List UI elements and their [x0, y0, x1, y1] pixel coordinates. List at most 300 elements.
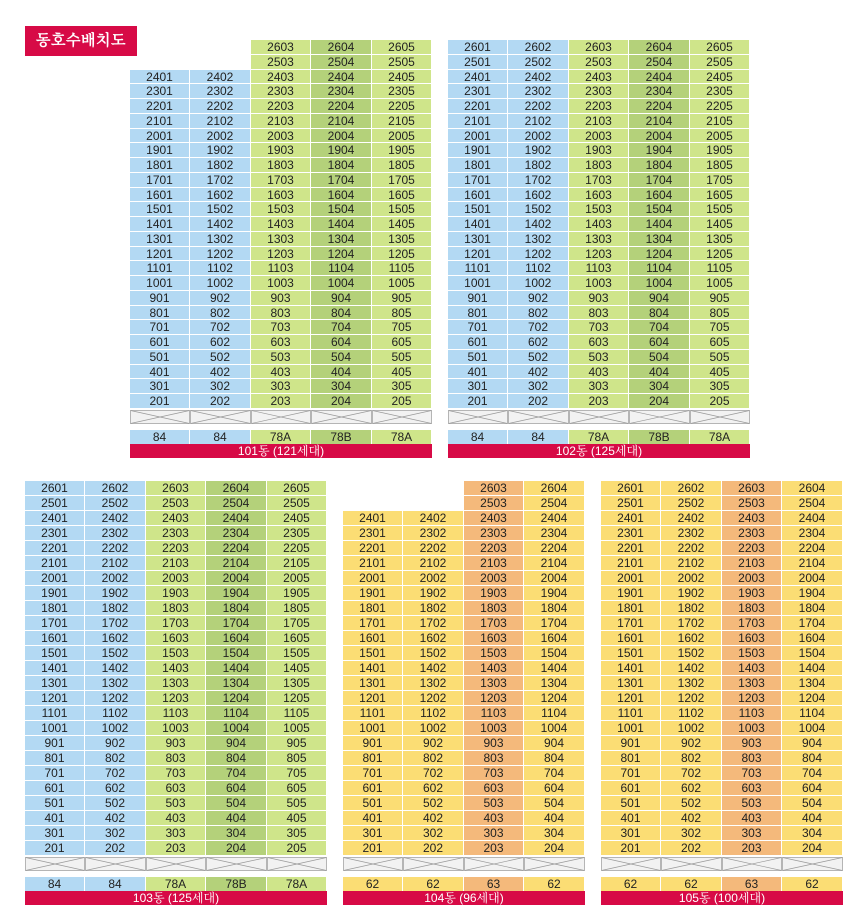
unit-1201: 1201	[25, 691, 85, 706]
unit-2304: 2304	[629, 84, 690, 99]
unit-2104: 2104	[524, 556, 585, 571]
unit-1004: 1004	[782, 721, 843, 736]
unit-1002: 1002	[85, 721, 146, 736]
unit-1303: 1303	[251, 232, 311, 247]
unit-2503: 2503	[146, 496, 206, 511]
unit-1505: 1505	[267, 646, 327, 661]
unit-1301: 1301	[448, 232, 508, 247]
unit-1804: 1804	[206, 601, 267, 616]
unit-2204: 2204	[206, 541, 267, 556]
unit-2402: 2402	[508, 70, 569, 85]
unit-1405: 1405	[372, 217, 432, 232]
building-102	[448, 40, 750, 460]
unit-1204: 1204	[311, 247, 372, 262]
unit-1203: 1203	[464, 691, 524, 706]
unit-1801: 1801	[601, 601, 661, 616]
unit-905: 905	[267, 736, 327, 751]
unit-1703: 1703	[569, 173, 629, 188]
unit-1703: 1703	[146, 616, 206, 631]
unit-701: 701	[25, 766, 85, 781]
unit-1804: 1804	[311, 158, 372, 173]
unit-505: 505	[372, 350, 432, 365]
unit-1904: 1904	[311, 143, 372, 158]
unit-2404: 2404	[524, 511, 585, 526]
unit-1701: 1701	[343, 616, 403, 631]
unit-2002: 2002	[403, 571, 464, 586]
unit-2102: 2102	[661, 556, 722, 571]
unit-1503: 1503	[569, 202, 629, 217]
unit-1402: 1402	[508, 217, 569, 232]
unit-2604: 2604	[782, 481, 843, 496]
unit-701: 701	[343, 766, 403, 781]
unit-901: 901	[448, 291, 508, 306]
unit-1602: 1602	[190, 188, 251, 203]
unit-1505: 1505	[372, 202, 432, 217]
unit-2405: 2405	[690, 70, 750, 85]
unit-202: 202	[508, 394, 569, 409]
unit-1202: 1202	[508, 247, 569, 262]
unit-1602: 1602	[508, 188, 569, 203]
unit-1604: 1604	[206, 631, 267, 646]
unit-2202: 2202	[661, 541, 722, 556]
unit-402: 402	[403, 811, 464, 826]
unit-2601: 2601	[601, 481, 661, 496]
unit-702: 702	[403, 766, 464, 781]
unit-2003: 2003	[251, 129, 311, 144]
unit-304: 304	[782, 826, 843, 841]
unit-1903: 1903	[569, 143, 629, 158]
unit-1402: 1402	[85, 661, 146, 676]
building-103	[25, 481, 327, 907]
unit-1004: 1004	[311, 276, 372, 291]
unit-2203: 2203	[146, 541, 206, 556]
unit-area-label: 78B	[206, 877, 267, 891]
unit-area-label: 78A	[372, 430, 432, 444]
unit-1604: 1604	[629, 188, 690, 203]
unit-2002: 2002	[190, 129, 251, 144]
unit-701: 701	[448, 320, 508, 335]
unit-502: 502	[508, 350, 569, 365]
unit-304: 304	[629, 379, 690, 394]
unit-2501: 2501	[448, 55, 508, 70]
unit-201: 201	[343, 841, 403, 856]
unit-2603: 2603	[251, 40, 311, 55]
unit-501: 501	[25, 796, 85, 811]
unit-1301: 1301	[601, 676, 661, 691]
unit-804: 804	[782, 751, 843, 766]
unit-401: 401	[601, 811, 661, 826]
unit-803: 803	[146, 751, 206, 766]
unit-1201: 1201	[130, 247, 190, 262]
unit-1905: 1905	[690, 143, 750, 158]
unit-2102: 2102	[85, 556, 146, 571]
unit-202: 202	[190, 394, 251, 409]
unit-2303: 2303	[569, 84, 629, 99]
unit-904: 904	[782, 736, 843, 751]
unit-1604: 1604	[524, 631, 585, 646]
unit-2302: 2302	[403, 526, 464, 541]
unit-2202: 2202	[190, 99, 251, 114]
unit-703: 703	[569, 320, 629, 335]
unit-1905: 1905	[372, 143, 432, 158]
unit-2402: 2402	[85, 511, 146, 526]
unit-1001: 1001	[130, 276, 190, 291]
unit-1005: 1005	[690, 276, 750, 291]
unit-1301: 1301	[25, 676, 85, 691]
unit-202: 202	[661, 841, 722, 856]
unit-2305: 2305	[372, 84, 432, 99]
unit-1203: 1203	[146, 691, 206, 706]
unit-404: 404	[524, 811, 585, 826]
unit-301: 301	[130, 379, 190, 394]
unit-1201: 1201	[448, 247, 508, 262]
unit-402: 402	[85, 811, 146, 826]
unit-803: 803	[251, 306, 311, 321]
unit-802: 802	[661, 751, 722, 766]
unit-1004: 1004	[524, 721, 585, 736]
unit-602: 602	[508, 335, 569, 350]
unit-2205: 2205	[267, 541, 327, 556]
unit-1904: 1904	[206, 586, 267, 601]
unit-2101: 2101	[601, 556, 661, 571]
unit-802: 802	[508, 306, 569, 321]
unit-area-label: 62	[661, 877, 722, 891]
unit-1303: 1303	[464, 676, 524, 691]
unit-2201: 2201	[601, 541, 661, 556]
unit-1903: 1903	[464, 586, 524, 601]
unit-1101: 1101	[343, 706, 403, 721]
unit-2303: 2303	[146, 526, 206, 541]
unit-1205: 1205	[372, 247, 432, 262]
unit-area-label: 78A	[690, 430, 750, 444]
unit-904: 904	[629, 291, 690, 306]
unit-1204: 1204	[206, 691, 267, 706]
unit-2404: 2404	[782, 511, 843, 526]
unit-301: 301	[25, 826, 85, 841]
unit-1502: 1502	[661, 646, 722, 661]
unit-1002: 1002	[508, 276, 569, 291]
unit-1605: 1605	[267, 631, 327, 646]
unit-2102: 2102	[508, 114, 569, 129]
unit-1702: 1702	[403, 616, 464, 631]
unit-2304: 2304	[206, 526, 267, 541]
unit-1702: 1702	[508, 173, 569, 188]
unit-1901: 1901	[601, 586, 661, 601]
unit-1705: 1705	[267, 616, 327, 631]
unit-1302: 1302	[661, 676, 722, 691]
unit-1103: 1103	[464, 706, 524, 721]
unit-1304: 1304	[206, 676, 267, 691]
unit-1504: 1504	[782, 646, 843, 661]
unit-2401: 2401	[448, 70, 508, 85]
unit-1802: 1802	[85, 601, 146, 616]
unit-405: 405	[267, 811, 327, 826]
unit-1103: 1103	[146, 706, 206, 721]
unit-2104: 2104	[629, 114, 690, 129]
unit-702: 702	[85, 766, 146, 781]
unit-505: 505	[690, 350, 750, 365]
unit-301: 301	[343, 826, 403, 841]
unit-1405: 1405	[267, 661, 327, 676]
unit-301: 301	[601, 826, 661, 841]
unit-1402: 1402	[661, 661, 722, 676]
unit-403: 403	[722, 811, 782, 826]
unit-704: 704	[629, 320, 690, 335]
unit-704: 704	[206, 766, 267, 781]
unit-2303: 2303	[251, 84, 311, 99]
unit-203: 203	[569, 394, 629, 409]
unit-1704: 1704	[206, 616, 267, 631]
unit-area-label: 63	[722, 877, 782, 891]
unit-2302: 2302	[190, 84, 251, 99]
unit-704: 704	[782, 766, 843, 781]
unit-2404: 2404	[206, 511, 267, 526]
unit-1302: 1302	[508, 232, 569, 247]
unit-1501: 1501	[601, 646, 661, 661]
unit-2203: 2203	[251, 99, 311, 114]
unit-203: 203	[722, 841, 782, 856]
unit-504: 504	[782, 796, 843, 811]
unit-903: 903	[569, 291, 629, 306]
unit-1904: 1904	[629, 143, 690, 158]
unit-2504: 2504	[524, 496, 585, 511]
unit-302: 302	[85, 826, 146, 841]
unit-1005: 1005	[372, 276, 432, 291]
unit-1401: 1401	[448, 217, 508, 232]
unit-2503: 2503	[251, 55, 311, 70]
unit-1304: 1304	[311, 232, 372, 247]
unit-2205: 2205	[690, 99, 750, 114]
unit-1104: 1104	[206, 706, 267, 721]
pilotis-row	[130, 410, 432, 424]
unit-1901: 1901	[448, 143, 508, 158]
unit-404: 404	[629, 365, 690, 380]
unit-2203: 2203	[722, 541, 782, 556]
unit-2403: 2403	[722, 511, 782, 526]
unit-1104: 1104	[524, 706, 585, 721]
unit-1703: 1703	[251, 173, 311, 188]
unit-304: 304	[524, 826, 585, 841]
unit-1901: 1901	[130, 143, 190, 158]
unit-404: 404	[311, 365, 372, 380]
unit-2101: 2101	[448, 114, 508, 129]
pilotis-row	[25, 857, 327, 871]
unit-302: 302	[508, 379, 569, 394]
unit-903: 903	[722, 736, 782, 751]
unit-705: 705	[690, 320, 750, 335]
unit-1101: 1101	[601, 706, 661, 721]
unit-1604: 1604	[311, 188, 372, 203]
unit-1002: 1002	[403, 721, 464, 736]
unit-1004: 1004	[629, 276, 690, 291]
unit-2405: 2405	[267, 511, 327, 526]
unit-1002: 1002	[661, 721, 722, 736]
unit-2304: 2304	[311, 84, 372, 99]
unit-2502: 2502	[85, 496, 146, 511]
unit-602: 602	[403, 781, 464, 796]
unit-1403: 1403	[569, 217, 629, 232]
unit-1403: 1403	[464, 661, 524, 676]
unit-1305: 1305	[267, 676, 327, 691]
unit-2201: 2201	[343, 541, 403, 556]
unit-2403: 2403	[146, 511, 206, 526]
unit-204: 204	[206, 841, 267, 856]
unit-1601: 1601	[25, 631, 85, 646]
unit-2103: 2103	[146, 556, 206, 571]
unit-1405: 1405	[690, 217, 750, 232]
unit-702: 702	[508, 320, 569, 335]
unit-2205: 2205	[372, 99, 432, 114]
unit-2403: 2403	[251, 70, 311, 85]
unit-305: 305	[267, 826, 327, 841]
unit-303: 303	[464, 826, 524, 841]
unit-2405: 2405	[372, 70, 432, 85]
unit-1501: 1501	[343, 646, 403, 661]
unit-1403: 1403	[146, 661, 206, 676]
unit-1801: 1801	[343, 601, 403, 616]
unit-202: 202	[403, 841, 464, 856]
unit-1804: 1804	[782, 601, 843, 616]
unit-2504: 2504	[311, 55, 372, 70]
unit-204: 204	[629, 394, 690, 409]
unit-1403: 1403	[722, 661, 782, 676]
unit-1903: 1903	[146, 586, 206, 601]
unit-604: 604	[629, 335, 690, 350]
unit-204: 204	[782, 841, 843, 856]
unit-1705: 1705	[690, 173, 750, 188]
unit-2005: 2005	[372, 129, 432, 144]
unit-1301: 1301	[343, 676, 403, 691]
unit-604: 604	[311, 335, 372, 350]
unit-1304: 1304	[629, 232, 690, 247]
unit-1702: 1702	[661, 616, 722, 631]
unit-1005: 1005	[267, 721, 327, 736]
unit-604: 604	[524, 781, 585, 796]
unit-area-label: 62	[403, 877, 464, 891]
unit-501: 501	[343, 796, 403, 811]
building-104	[343, 481, 585, 907]
unit-405: 405	[372, 365, 432, 380]
unit-area-label: 78A	[569, 430, 629, 444]
unit-2001: 2001	[130, 129, 190, 144]
pilotis-row	[448, 410, 750, 424]
unit-1403: 1403	[251, 217, 311, 232]
unit-2401: 2401	[25, 511, 85, 526]
unit-1805: 1805	[267, 601, 327, 616]
unit-1502: 1502	[190, 202, 251, 217]
unit-1305: 1305	[690, 232, 750, 247]
unit-2401: 2401	[343, 511, 403, 526]
unit-2103: 2103	[722, 556, 782, 571]
unit-1803: 1803	[251, 158, 311, 173]
unit-501: 501	[130, 350, 190, 365]
building-name-bar: 103동 (125세대)	[25, 891, 327, 905]
unit-1404: 1404	[524, 661, 585, 676]
unit-2104: 2104	[311, 114, 372, 129]
unit-2003: 2003	[722, 571, 782, 586]
unit-1103: 1103	[722, 706, 782, 721]
unit-1402: 1402	[403, 661, 464, 676]
building-name-bar: 105동 (100세대)	[601, 891, 843, 905]
unit-902: 902	[508, 291, 569, 306]
unit-1401: 1401	[130, 217, 190, 232]
unit-2605: 2605	[267, 481, 327, 496]
unit-1901: 1901	[343, 586, 403, 601]
page-title: 동호수배치도	[25, 26, 137, 56]
unit-1802: 1802	[403, 601, 464, 616]
unit-1701: 1701	[601, 616, 661, 631]
unit-2201: 2201	[130, 99, 190, 114]
unit-area-label: 78A	[251, 430, 311, 444]
unit-505: 505	[267, 796, 327, 811]
unit-area-label: 84	[130, 430, 190, 444]
unit-1404: 1404	[311, 217, 372, 232]
unit-2103: 2103	[569, 114, 629, 129]
unit-504: 504	[206, 796, 267, 811]
unit-2301: 2301	[25, 526, 85, 541]
unit-405: 405	[690, 365, 750, 380]
unit-604: 604	[206, 781, 267, 796]
unit-601: 601	[130, 335, 190, 350]
unit-303: 303	[251, 379, 311, 394]
unit-1203: 1203	[569, 247, 629, 262]
unit-1003: 1003	[251, 276, 311, 291]
unit-1401: 1401	[25, 661, 85, 676]
unit-302: 302	[403, 826, 464, 841]
unit-2401: 2401	[130, 70, 190, 85]
unit-2001: 2001	[343, 571, 403, 586]
unit-901: 901	[25, 736, 85, 751]
unit-1502: 1502	[508, 202, 569, 217]
unit-1101: 1101	[130, 261, 190, 276]
unit-2403: 2403	[464, 511, 524, 526]
unit-1605: 1605	[690, 188, 750, 203]
unit-205: 205	[372, 394, 432, 409]
unit-705: 705	[267, 766, 327, 781]
unit-904: 904	[206, 736, 267, 751]
unit-202: 202	[85, 841, 146, 856]
unit-1301: 1301	[130, 232, 190, 247]
unit-1001: 1001	[343, 721, 403, 736]
unit-area-label: 84	[448, 430, 508, 444]
unit-1004: 1004	[206, 721, 267, 736]
unit-2603: 2603	[569, 40, 629, 55]
unit-1801: 1801	[25, 601, 85, 616]
unit-902: 902	[661, 736, 722, 751]
unit-1903: 1903	[251, 143, 311, 158]
unit-2301: 2301	[130, 84, 190, 99]
unit-303: 303	[569, 379, 629, 394]
unit-2403: 2403	[569, 70, 629, 85]
unit-2305: 2305	[267, 526, 327, 541]
unit-1204: 1204	[524, 691, 585, 706]
unit-1602: 1602	[661, 631, 722, 646]
building-name-bar: 104동 (96세대)	[343, 891, 585, 905]
unit-2202: 2202	[403, 541, 464, 556]
unit-602: 602	[85, 781, 146, 796]
unit-1902: 1902	[85, 586, 146, 601]
unit-602: 602	[190, 335, 251, 350]
unit-503: 503	[146, 796, 206, 811]
unit-1001: 1001	[25, 721, 85, 736]
unit-2602: 2602	[661, 481, 722, 496]
unit-1803: 1803	[146, 601, 206, 616]
unit-605: 605	[372, 335, 432, 350]
unit-area-label: 62	[524, 877, 585, 891]
unit-1404: 1404	[629, 217, 690, 232]
unit-504: 504	[311, 350, 372, 365]
unit-205: 205	[690, 394, 750, 409]
